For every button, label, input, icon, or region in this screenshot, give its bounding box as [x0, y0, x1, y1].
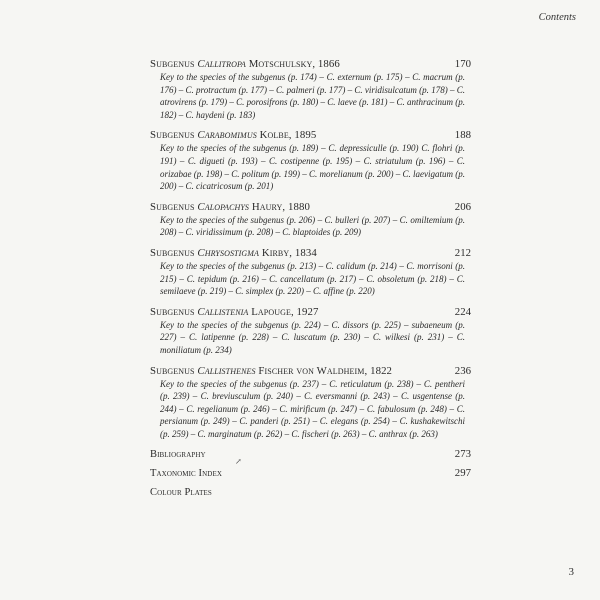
toc-entry-callitropa: [150, 58, 471, 121]
page-number: 224: [454, 305, 471, 318]
table-of-contents: [150, 58, 471, 505]
page-number: 206: [454, 200, 471, 213]
toc-entry-colour-plates: [150, 486, 471, 499]
species-list: Key to the species of the subgenus (p. 224) – C. dissors (p. 225) – subaeneum (p. 227) – C. latipenne (p. 228) – C. luscatum (p. 230) – C. wilkesi (p. 231) – C. moniliatum (p. 234): [160, 319, 465, 355]
page-number: 170: [454, 58, 471, 70]
running-head: Contents: [538, 12, 576, 23]
genus-name: Calopachys: [197, 200, 250, 213]
entry-prefix: Subgenus: [150, 364, 195, 377]
printer-mark: ↗: [235, 457, 242, 466]
entry-heading: [150, 129, 471, 142]
toc-entry-callisthenes: [150, 365, 471, 441]
entry-prefix: Subgenus: [150, 246, 195, 259]
entry-heading: Colour Plates: [150, 487, 212, 499]
entry-author: Kolbe, 1895: [259, 129, 317, 142]
genus-name: Chrysostigma: [197, 246, 259, 259]
toc-entry-calopachys: [150, 201, 471, 239]
entry-prefix: Subgenus: [150, 129, 195, 142]
entry-heading: [150, 201, 471, 214]
species-list: Key to the species of the subgenus (p. 174) – C. externum (p. 175) – C. macrum (p. 176) – C. protractum (p. 177) – C. palmeri (p. 177) – C. viridisulcatum (p. 178) – C. atrovirens (p. 179) – C. porosifrons (p. 180) – C. laeve (p. 181) – C. anthracinum (p. 182) – C. haydeni (p. 183): [160, 72, 465, 120]
entry-author: Haury, 1880: [251, 200, 310, 213]
entry-heading: [150, 58, 471, 71]
species-list: Key to the species of the subgenus (p. 237) – C. reticulatum (p. 238) – C. pentheri (p. 239) – C. breviusculum (p. 240) – C. eversmanni (p. 243) – C. usgentense (p. 244) – C. regelianum (p. 246) – C. mirificum (p. 247) – C. fabulosum (p. 248) – C. persianum (p. 249) – C. panderi (p. 251) – C. elegans (p. 254) – C. kushakewitschi (p. 259) – C. marginatum (p. 262) – C. fischeri (p. 263) – C. anthrax (p. 263): [160, 378, 465, 439]
page-number: 188: [454, 129, 471, 142]
toc-entry-taxonomic-index: [150, 467, 471, 480]
entry-heading: Bibliography: [150, 449, 206, 461]
species-list: Key to the species of the subgenus (p. 213) – C. calidum (p. 214) – C. morrisoni (p. 215) – C. tepidum (p. 216) – C. cancellatum (p. 217) – C. obsoletum (p. 218) – C. semilaeve (p. 219) – C. simplex (p. 220) – C. affine (p. 220): [160, 260, 465, 297]
genus-name: Callitropa: [197, 58, 246, 70]
genus-name: Carabomimus: [197, 129, 257, 142]
entry-heading: [150, 247, 471, 260]
toc-entry-chrysostigma: [150, 247, 471, 298]
back-matter: [150, 448, 471, 499]
entry-heading: [150, 365, 471, 378]
entry-author: Kirby, 1834: [261, 246, 317, 259]
page-number: 273: [454, 448, 471, 461]
page-number: 236: [454, 364, 471, 377]
toc-entry-bibliography: [150, 448, 471, 461]
genus-name: Callistenia: [197, 305, 249, 318]
page-number: 212: [454, 246, 471, 259]
page-folio: 3: [568, 566, 574, 578]
entry-heading: [150, 306, 471, 319]
toc-entry-callistenia: [150, 306, 471, 357]
entry-author: Lapouge, 1927: [251, 305, 319, 318]
entry-prefix: Subgenus: [150, 58, 195, 70]
entry-prefix: Subgenus: [150, 200, 195, 213]
entry-author: Fischer von Waldheim, 1822: [258, 364, 393, 377]
entry-prefix: Subgenus: [150, 305, 195, 318]
species-list: Key to the species of the subgenus (p. 189) – C. depressiculle (p. 190) C. flohri (p. 191) – C. digueti (p. 193) – C. costipenne (p. 195) – C. striatulum (p. 196) – C. orizabae (p. 198) – C. politum (p. 199) – C. morelianum (p. 200) – C. laevigatum (p. 200) – C. cicatricosum (p. 201): [160, 143, 465, 192]
entry-heading: Taxonomic Index: [150, 468, 222, 480]
toc-entry-carabomimus: [150, 129, 471, 192]
genus-name: Callisthenes: [197, 364, 256, 377]
species-list: Key to the species of the subgenus (p. 206) – C. bulleri (p. 207) – C. omiltemium (p. 208) – C. viridissimum (p. 208) – C. blaptoides (p. 209): [160, 214, 465, 238]
entry-author: Motschulsky, 1866: [248, 58, 340, 70]
page-number: 297: [454, 467, 471, 480]
